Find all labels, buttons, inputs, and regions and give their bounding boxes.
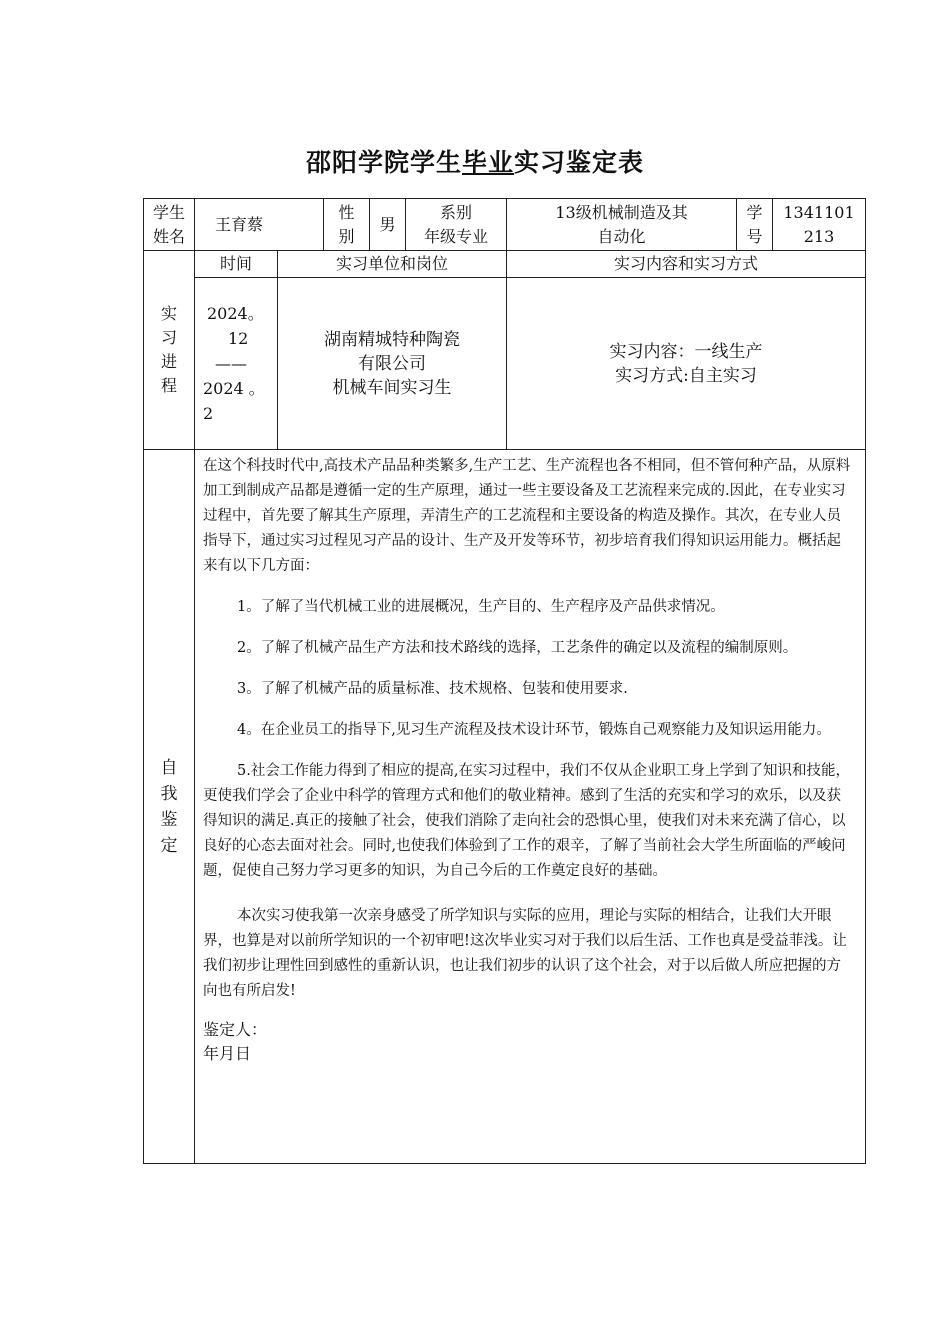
period-line-1: 2024。 xyxy=(207,304,264,323)
id-label-line-1: 学 xyxy=(746,202,763,222)
eval-item-3: 3。了解了机械产品的质量标准、技术规格、包装和使用要求. xyxy=(237,681,628,697)
id-label-line-2: 号 xyxy=(746,226,763,246)
progress-header-row xyxy=(144,251,866,278)
gender-value-cell xyxy=(370,199,406,251)
id-label-cell xyxy=(737,199,773,251)
internship-evaluation-table xyxy=(143,198,866,1164)
eval-item-4: 4。在企业员工的指导下,见习生产流程及技术设计环节，锻炼自己观察能力及知识运用能力。 xyxy=(237,722,831,738)
id-value-cell xyxy=(773,199,866,251)
dept-label-line-2: 年级专业 xyxy=(424,226,489,246)
name-value-cell xyxy=(195,199,324,251)
content-line-1: 实习内容：一线生产 xyxy=(609,341,763,362)
name-label-line-1: 学生 xyxy=(152,202,185,222)
dept-value-cell xyxy=(507,199,737,251)
dept-value-line-1: 13级机械制造及其 xyxy=(555,202,688,222)
student-gender: 男 xyxy=(379,214,396,234)
page-title xyxy=(0,143,950,179)
date-label: 年月日 xyxy=(203,1044,252,1063)
period-line-3: —— xyxy=(215,354,247,373)
id-value-line-2: 213 xyxy=(803,226,835,246)
col-time-header: 时间 xyxy=(195,251,278,278)
eval-item-2: 2。了解了机械产品生产方法和技术路线的选择，工艺条件的确定以及流程的编制原则。 xyxy=(237,640,798,656)
internship-content-cell xyxy=(507,278,866,450)
evaluator-label: 鉴定人： xyxy=(203,1020,268,1039)
self-evaluation-body xyxy=(195,450,866,1164)
student-name: 王育蔡 xyxy=(215,214,264,234)
self-evaluation-row xyxy=(144,450,866,1164)
internship-unit-cell xyxy=(278,278,507,450)
col-content-header: 实习内容和实习方式 xyxy=(507,251,866,278)
conclusion-paragraph: 本次实习使我第一次亲身感受了所学知识与实际的应用，理论与实际的相结合，让我们大开眼界，也算是对以前所学知识的一个初审吧!这次毕业实习对于我们以后生活、工作也真是受益菲浅。让我们初步让理性回到感性的重新认识，也让我们初步的认识了这个社会，对于以后做人所应把握的方向也有所启发! xyxy=(203,908,847,999)
title-part-1: 邵阳学院学生 xyxy=(305,148,462,177)
name-label-line-2: 姓名 xyxy=(152,226,185,246)
title-part-2: 实习鉴定表 xyxy=(514,148,645,177)
progress-detail-row xyxy=(144,278,866,450)
title-underlined-word: 毕业 xyxy=(461,148,514,177)
content-line-2: 实习方式:自主实习 xyxy=(615,365,757,386)
dept-label-cell xyxy=(406,199,507,251)
unit-line-1: 湖南精城特种陶瓷 xyxy=(324,329,460,350)
dept-value-line-2: 自动化 xyxy=(597,226,646,246)
period-line-2: 12 xyxy=(228,329,249,348)
student-info-row xyxy=(144,199,866,251)
eval-item-5: 5.社会工作能力得到了相应的提高,在实习过程中，我们不仅从企业职工身上学到了知识和技能，更使我们学会了企业中科学的管理方式和他们的敬业精神。感到了生活的充实和学习的欢乐，以及获得知识的满足.真正的接触了社会，使我们消除了走向社会的恐惧心里，使我们对未来充满了信心，以良好的心态去面对社会。同时,也使我们体验到了工作的艰辛，了解了当前社会大学生所面临的严峻问题，促使自己努力学习更多的知识，为自己今后的工作奠定良好的基础。 xyxy=(203,763,850,879)
unit-line-3: 机械车间实习生 xyxy=(332,377,452,398)
unit-line-2: 有限公司 xyxy=(358,353,426,374)
progress-side-label: 实 习 进 程 xyxy=(144,251,195,450)
id-value-line-1: 1341101 xyxy=(783,202,855,222)
internship-period-cell xyxy=(195,278,278,450)
period-line-4: 2024 。 xyxy=(203,379,265,398)
eval-item-1: 1。了解了当代机械工业的进展概况，生产目的、生产程序及产品供求情况。 xyxy=(237,599,725,615)
self-eval-side-label: 自 我 鉴 定 xyxy=(144,450,195,1164)
name-label-cell xyxy=(144,199,195,251)
gender-label-line-1: 性 xyxy=(338,202,355,222)
period-line-5: 2 xyxy=(203,404,214,423)
gender-label-cell xyxy=(324,199,370,251)
intro-paragraph: 在这个科技时代中,高技术产品品种类繁多,生产工艺、生产流程也各不相同，但不管何种产品，从原料加工到制成产品都是遵循一定的生产原理，通过一些主要设备及工艺流程来完成的.因此，在专业实习过程中，首先要了解其生产原理，弄清生产的工艺流程和主要设备的构造及操作。其次，在专业人员指导下，通过实习过程见习产品的设计、生产及开发等环节，初步培育我们得知识运用能力。概括起来有以下几方面： xyxy=(203,458,851,574)
col-unit-header: 实习单位和岗位 xyxy=(278,251,507,278)
gender-label-line-2: 别 xyxy=(338,226,355,246)
dept-label-line-1: 系别 xyxy=(440,202,473,222)
